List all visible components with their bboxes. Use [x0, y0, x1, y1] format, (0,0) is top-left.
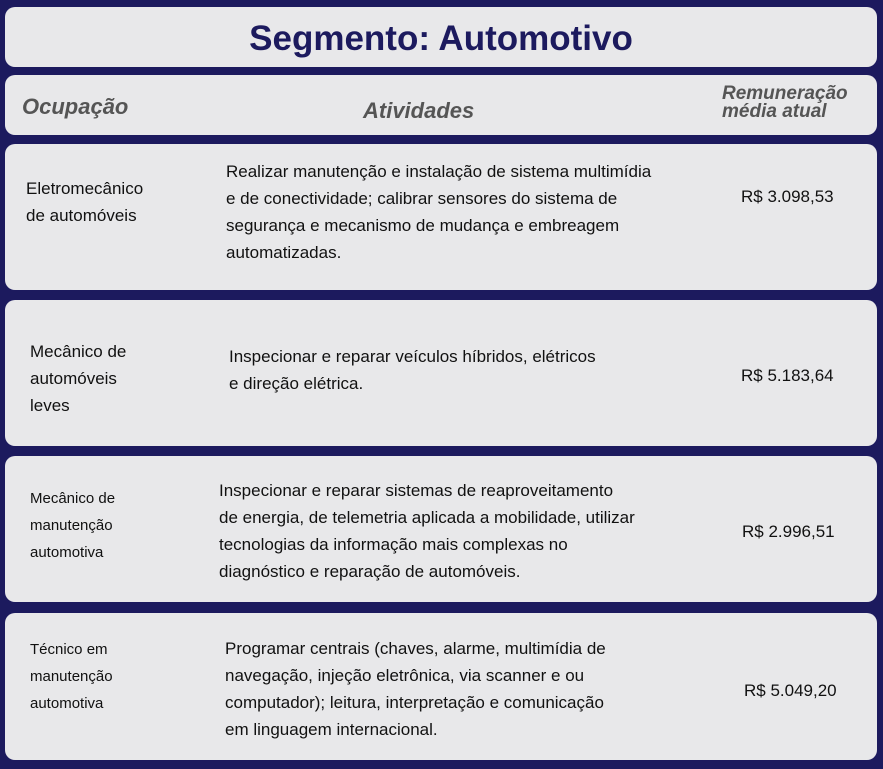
occupation-line: manutenção — [30, 517, 113, 534]
activity-line: segurança e mecanismo de mudança e embreagem — [226, 216, 620, 235]
table-row — [5, 613, 877, 760]
activity-line: computador); leitura, interpretação e comunicação — [225, 693, 604, 712]
table-row — [5, 144, 877, 290]
table-row — [5, 456, 877, 602]
occupation-line: automotiva — [30, 544, 104, 561]
activity-line: navegação, injeção eletrônica, via scanner e ou — [225, 666, 585, 685]
page-title: Segmento: Automotivo — [249, 19, 633, 58]
activity-line: tecnologias da informação mais complexas no — [219, 535, 568, 554]
activity-line: e de conectividade; calibrar sensores do sistema de — [226, 189, 618, 208]
activity-line: Realizar manutenção e instalação de sistema multimídia — [226, 162, 652, 181]
occupation-line: Mecânico de — [30, 342, 127, 361]
header-remuneration-line1: Remuneração — [722, 83, 848, 104]
occupation-cell — [26, 175, 143, 229]
occupation-line: Eletromecânico — [26, 179, 144, 198]
activity-line: em linguagem internacional. — [225, 720, 438, 739]
title-panel — [5, 7, 877, 67]
activities-cell — [219, 477, 635, 585]
remuneration-cell: R$ 5.049,20 — [744, 681, 837, 700]
activity-line: automatizadas. — [226, 243, 342, 262]
activity-line: Inspecionar e reparar sistemas de reaproveitamento — [219, 481, 614, 500]
occupation-cell — [30, 636, 113, 717]
occupation-line: automóveis — [30, 369, 117, 388]
occupation-line: leves — [30, 396, 70, 415]
header-remuneration-line2: média atual — [722, 101, 827, 122]
occupation-line: automotiva — [30, 695, 104, 712]
table-row — [5, 300, 877, 446]
activities-cell — [225, 635, 606, 743]
occupation-line: manutenção — [30, 668, 113, 685]
occupation-line: de automóveis — [26, 206, 137, 225]
activity-line: Programar centrais (chaves, alarme, multimídia de — [225, 639, 606, 658]
activity-line: diagnóstico e reparação de automóveis. — [219, 562, 521, 581]
activity-line: Inspecionar e reparar veículos híbridos, elétricos — [229, 347, 596, 366]
activities-cell — [229, 343, 596, 397]
occupation-cell — [30, 485, 115, 566]
remuneration-cell: R$ 3.098,53 — [741, 187, 834, 206]
table-header — [5, 75, 877, 135]
activities-cell — [226, 158, 651, 266]
header-remuneration — [722, 85, 872, 121]
remuneration-cell: R$ 2.996,51 — [742, 522, 835, 541]
header-activities: Atividades — [363, 98, 475, 123]
remuneration-cell: R$ 5.183,64 — [741, 366, 834, 385]
activity-line: e direção elétrica. — [229, 374, 364, 393]
header-occupation: Ocupação — [22, 94, 129, 119]
activity-line: de energia, de telemetria aplicada a mobilidade, utilizar — [219, 508, 635, 527]
occupation-line: Mecânico de — [30, 490, 116, 507]
occupation-cell — [30, 338, 126, 419]
occupation-line: Técnico em — [30, 641, 108, 658]
